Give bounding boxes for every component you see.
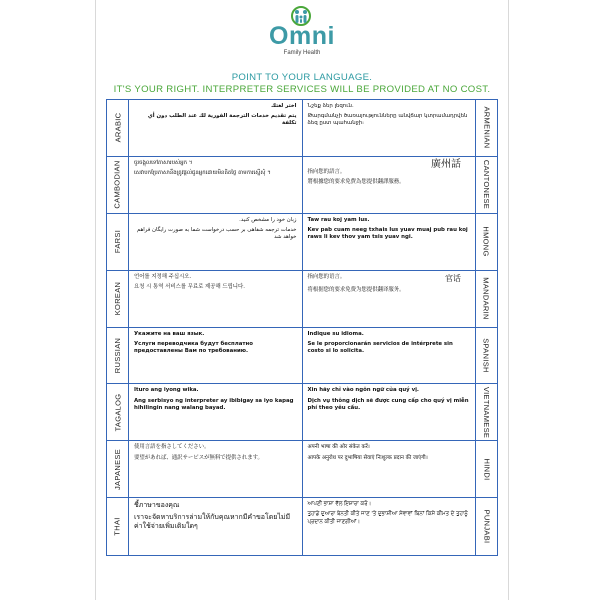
language-label-right: MANDARIN [475,271,497,327]
language-cell-right[interactable] [303,498,476,555]
language-row [107,214,497,271]
language-cell-left[interactable] [129,498,303,555]
point-to-language-text: Укажите на ваш язык. [134,330,205,337]
interpreter-service-text: Թարգմանչի ծառայությունները անվճար կտրամադրվեն ձեզ ըստ պահանջի։ [307,113,468,127]
heading-point-to-language: POINT TO YOUR LANGUAGE. [231,72,373,83]
interpreter-service-text: 要望があれば、通訳サービスが無料で提供されます。 [134,454,263,461]
interpreter-service-text: Услуги переводчика будут бесплатно предоставлены Вам по требованию. [134,340,253,354]
language-cell-left[interactable] [129,157,303,213]
point-to-language-text: Taw rau koj yam lus. [307,216,370,223]
language-cell-right[interactable] [303,384,476,440]
point-to-language-text: Indique su idioma. [307,330,364,337]
language-label-left: THAI [107,498,129,555]
language-label-right: ARMENIAN [475,100,497,156]
point-to-language-text: Xin hãy chỉ vào ngôn ngữ của quý vị. [307,387,419,394]
language-cell-right[interactable] [303,214,476,270]
language-label-left: RUSSIAN [107,328,129,384]
language-label-right: VIETNAMESE [475,384,497,440]
language-label-left: TAGALOG [107,384,129,440]
point-to-language-text: ਆਪਣੀ ਭਾਸ਼ਾ ਵੱਲ ਇਸ਼ਾਰਾ ਕਰੋ। [307,501,372,508]
language-grid [106,99,498,556]
language-name-glyph: 廣州話 [431,158,461,170]
language-label-left: FARSI [107,214,129,270]
language-label-right: HINDI [475,441,497,497]
language-cell-right[interactable] [303,100,476,156]
interpreter-service-text: 요청 시 통역 서비스를 무료로 제공해 드립니다. [134,283,245,290]
language-label-left: JAPANESE [107,441,129,497]
interpreter-service-text: ਤੁਹਾਡੇ ਦੁਆਰਾ ਬੇਨਤੀ ਕੀਤੇ ਜਾਣ 'ਤੇ ਦੁਭਾਸ਼ੀਆ ਸੇਵਾਵਾਂ ਬਿਨਾਂ ਕਿਸੇ ਕੀਮਤ ਦੇ ਤੁਹਾਨੂੰ ਪ੍ਰਦਾਨ ਕੀਤੀ ਜਾਣਗੀਆਂ। [307,511,468,525]
language-label-right: PUNJABI [475,498,497,555]
point-to-language-text: अपनी भाषा की ओर संकेत करें। [307,444,370,451]
interpreter-service-text: يتم تقديم خدمات الترجمة الفورية لك عند الطلب دون أي تكلفة [147,113,297,127]
point-to-language-text: Ituro ang iyong wika. [134,387,199,394]
point-to-language-text: زبان خود را مشخص کنید. [239,216,297,223]
language-cell-right[interactable] [303,271,476,327]
language-label-right: CANTONESE [475,157,497,213]
point-to-language-text: ชี้ภาษาของคุณ [134,501,180,510]
heading-your-right: IT'S YOUR RIGHT. INTERPRETER SERVICES WILL BE PROVIDED AT NO COST. [113,84,491,95]
interpreter-service-text: សេវាបកប្រែភាសានឹងត្រូវផ្ដល់ជូនអ្នកដោយមិនគិតថ្លៃ តាមការស្នើសុំ ។ [134,170,271,177]
language-row [107,271,497,328]
interpreter-service-text: आपके अनुरोध पर दुभाषिया सेवाएं निःशुल्क प्रदान की जाएंगी। [307,454,428,461]
language-cell-left[interactable] [129,214,303,270]
language-cell-left[interactable] [129,441,303,497]
interpreter-service-text: Kev pab cuam neeg txhais lus yuav muaj pub rau koj raws li kev thov yam tsis yuav ngi. [307,226,468,241]
point-to-language-text: ចូរចង្អុលទៅភាសារបស់អ្នក ។ [134,159,193,166]
language-name-glyph: 官话 [445,273,461,283]
logo-subtitle: Family Health [283,50,321,56]
document-page [95,0,509,600]
language-label-right: HMONG [475,214,497,270]
language-cell-left[interactable] [129,271,303,327]
logo-wordmark: Omni [269,22,335,50]
language-row [107,498,497,555]
language-row [107,328,497,385]
interpreter-service-text: Se le proporcionarán servicios de intérprete sin costo si lo solicita. [307,340,453,354]
interpreter-service-text: เราจะจัดหาบริการล่ามให้กับคุณหากมีคำขอโดยไม่มีค่าใช้จ่ายเพิ่มเติมใดๆ [134,513,291,531]
point-to-language-text: اختر لغتك [271,103,297,109]
language-row [107,100,497,157]
point-to-language-text: Նշեք ձեր լեզուն. [307,103,354,109]
omni-logo [96,4,508,56]
interpreter-service-text: خدمات ترجمه شفاهی بر حسب درخواست شما به صورت رایگان فراهم خواهد شد [136,226,297,241]
language-row [107,441,497,498]
interpreter-service-text: Dịch vụ thông dịch sẽ được cung cấp cho quý vị miễn phí theo yêu cầu. [307,397,469,411]
interpreter-service-text: 将根据您的要求免费为您提供翻译服务。 [307,286,405,293]
language-cell-right[interactable] [303,157,476,213]
language-cell-left[interactable] [129,328,303,384]
point-to-language-text: 使用言語を指さしてください。 [134,444,210,451]
point-to-language-text: 언어를 지정해 주십시오. [134,273,192,280]
point-to-language-text: 指向您的語言。 [307,168,346,175]
interpreter-service-text: Ang serbisyo ng interpreter ay ibibigay sa iyo kapag hihilingin nang walang bayad. [134,397,294,411]
language-cell-left[interactable] [129,384,303,440]
language-cell-left[interactable] [129,100,303,156]
language-row [107,384,497,441]
language-row [107,157,497,214]
point-to-language-text: 指向您的语言。 [307,273,346,280]
language-label-left: ARABIC [107,100,129,156]
language-cell-right[interactable] [303,328,476,384]
language-label-left: CAMBODIAN [107,157,129,213]
interpreter-service-text: 將根據您的要求免費為您提供翻譯服務。 [307,179,405,186]
language-label-right: SPANISH [475,328,497,384]
language-label-left: KOREAN [107,271,129,327]
language-cell-right[interactable] [303,441,476,497]
